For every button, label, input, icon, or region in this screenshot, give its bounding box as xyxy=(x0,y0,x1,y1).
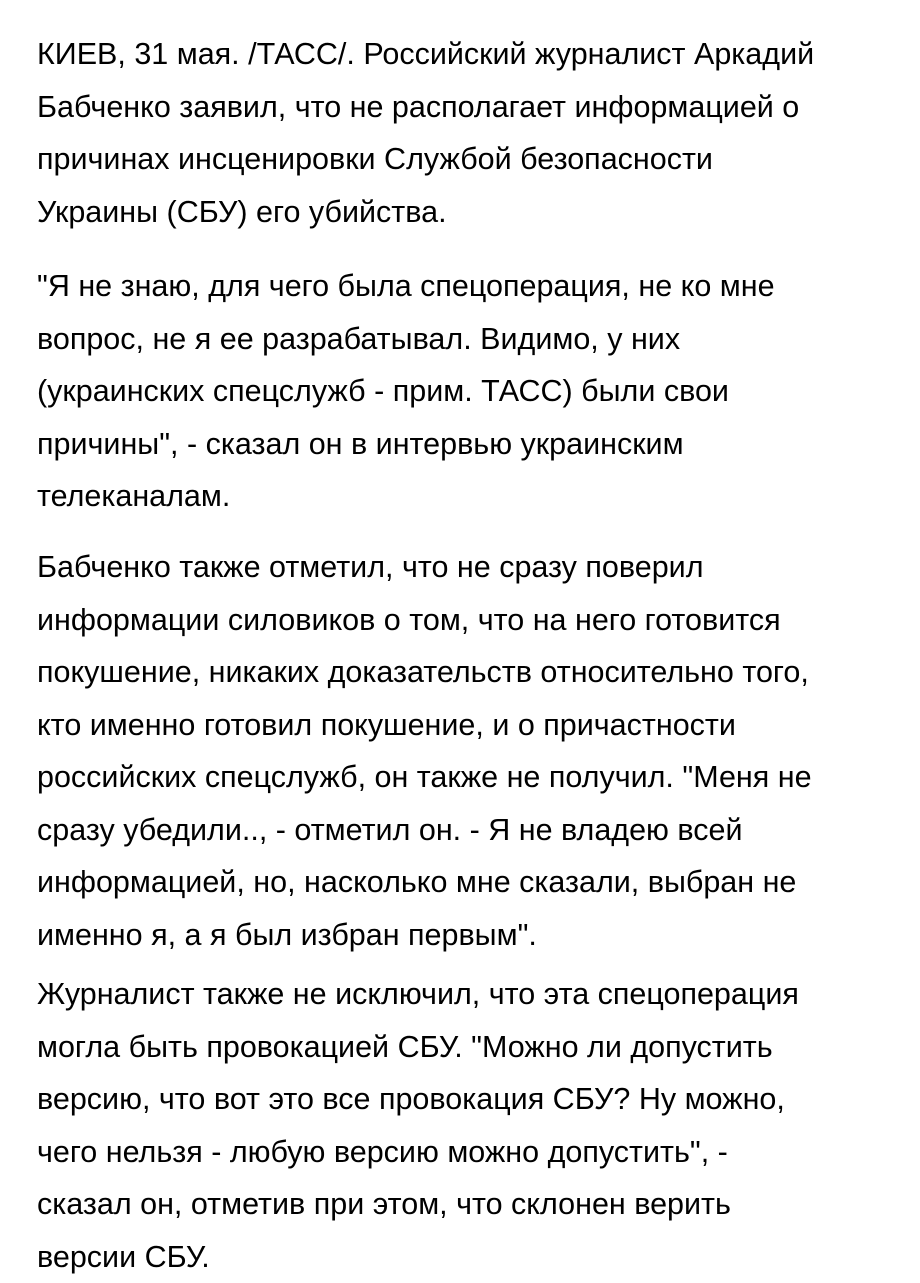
text-line: "Я не знаю, для чего была спецоперация, не ко мне xyxy=(37,260,775,313)
text-line: сразу убедили.., - отметил он. - Я не владею всей xyxy=(37,804,812,857)
text-line: Бабченко также отметил, что не сразу поверил xyxy=(37,541,812,594)
text-line: версию, что вот это все провокация СБУ? Ну можно, xyxy=(37,1073,799,1126)
text-line: кто именно готовил покушение, и о причастности xyxy=(37,699,812,752)
text-line: российских спецслужб, он также не получил. "Меня не xyxy=(37,751,812,804)
text-line: сказал он, отметив при этом, что склонен верить xyxy=(37,1178,799,1231)
paragraph-4 xyxy=(37,968,799,1283)
text-line: могла быть провокацией СБУ. "Можно ли допустить xyxy=(37,1021,799,1074)
paragraph-1 xyxy=(37,28,814,238)
text-line: чего нельзя - любую версию можно допустить", - xyxy=(37,1126,799,1179)
text-line: Бабченко заявил, что не располагает информацией о xyxy=(37,81,814,134)
text-line: версии СБУ. xyxy=(37,1231,799,1283)
text-line: Журналист также не исключил, что эта спецоперация xyxy=(37,968,799,1021)
text-line: телеканалам. xyxy=(37,470,775,523)
paragraph-2 xyxy=(37,260,775,523)
text-line: информацией, но, насколько мне сказали, выбран не xyxy=(37,856,812,909)
text-line: причины", - сказал он в интервью украинским xyxy=(37,418,775,471)
text-line: причинах инсценировки Службой безопасности xyxy=(37,133,814,186)
text-line: КИЕВ, 31 мая. /ТАСС/. Российский журналист Аркадий xyxy=(37,28,814,81)
text-line: Украины (СБУ) его убийства. xyxy=(37,186,814,239)
text-line: информации силовиков о том, что на него готовится xyxy=(37,594,812,647)
paragraph-3 xyxy=(37,541,812,961)
text-line: покушение, никаких доказательств относительно того, xyxy=(37,646,812,699)
text-line: (украинских спецслужб - прим. ТАСС) были свои xyxy=(37,365,775,418)
text-line: именно я, а я был избран первым". xyxy=(37,909,812,962)
text-line: вопрос, не я ее разрабатывал. Видимо, у них xyxy=(37,313,775,366)
